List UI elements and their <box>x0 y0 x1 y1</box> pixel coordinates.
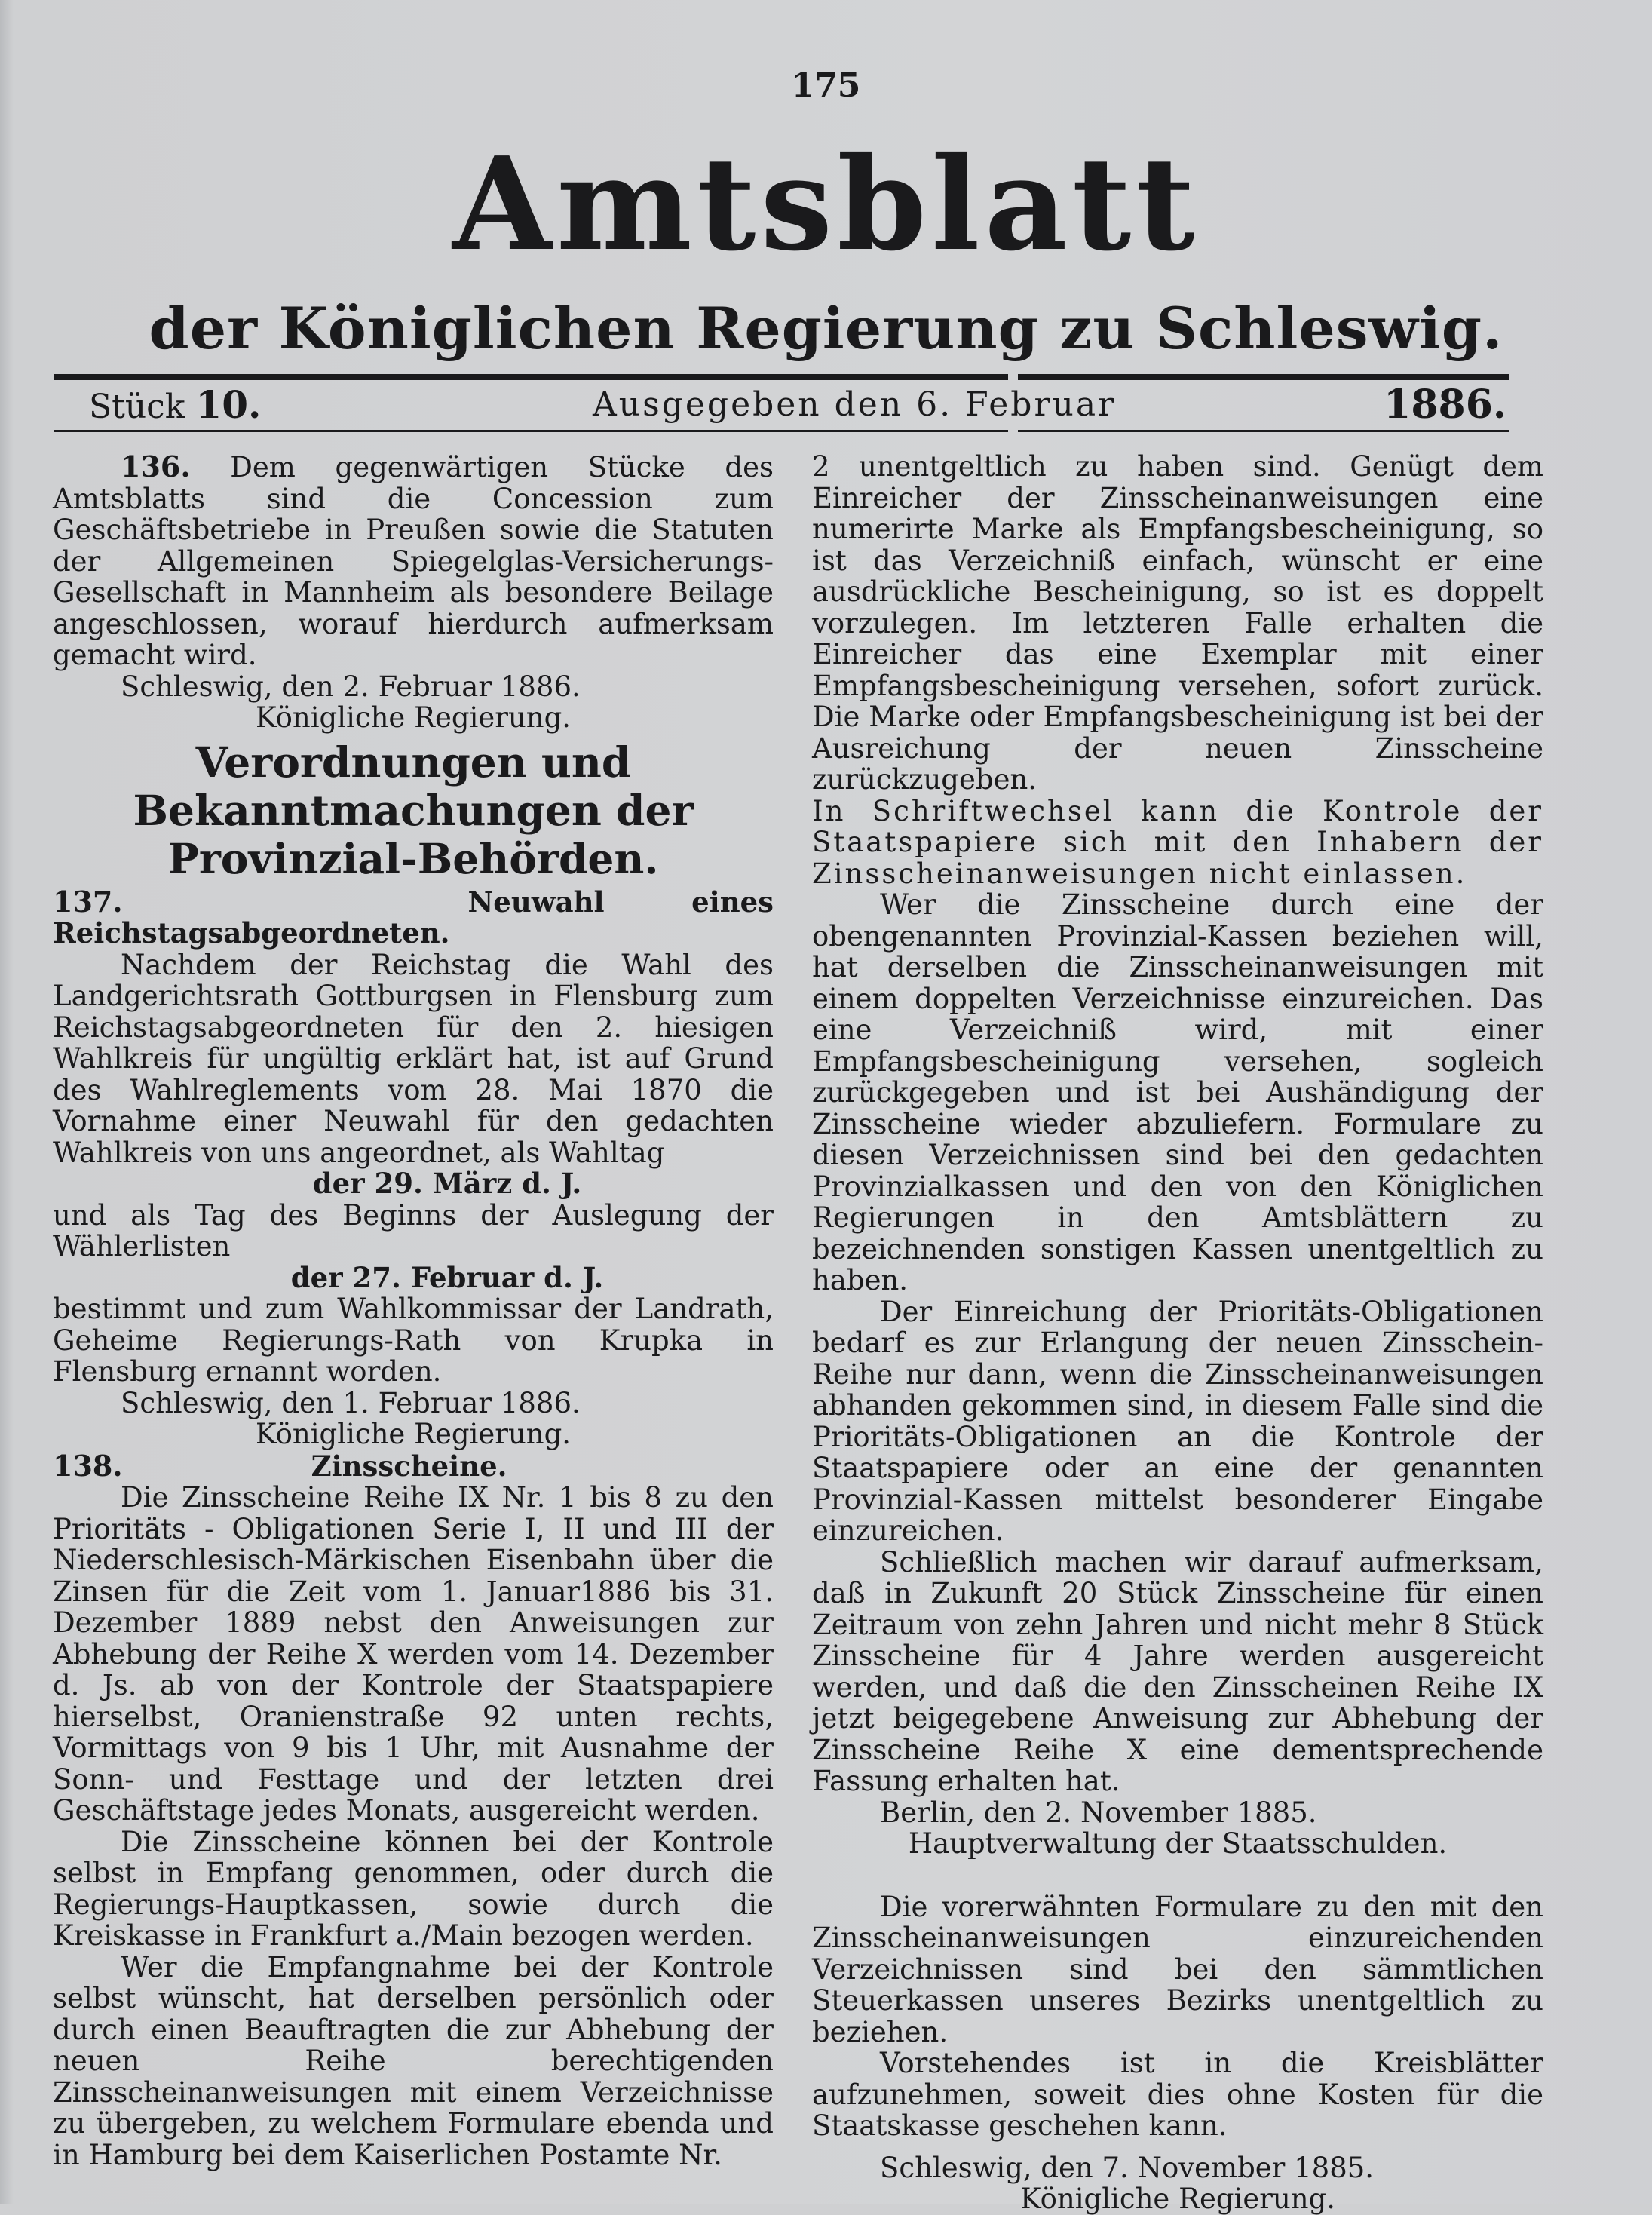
notice-138-paragraph-7: Schließlich machen wir darauf aufmerksam, daß in Zukunft 20 Stück Zinsscheine für einen Zeitraum von zehn Jahren und nicht mehr 8 Stück Zinsscheine für 4 Jahre werden ausgereicht werden, und daß die den Zinsscheinen Reihe IX jetzt beigegebene Anweisung zur Abhebung der Zinsscheine Reihe X eine dementsprechende Fassung erhalten hat. <box>812 1545 1543 1797</box>
paragraph-gap <box>812 1860 1543 1891</box>
notice-137-text-1: Nachdem der Reichstag die Wahl des Landgerichtsrath Gottburgsen in Flensburg zum Reichstagsabgeordneten für den 2. hiesigen Wahlkreis für ungültig erklärt hat, ist auf Grund des Wahlreglements vom 28. Mai 1870 die Vornahme einer Neuwahl für den gedachten Wahlkreis von uns angeordnet, als Wahltag <box>53 948 774 1169</box>
notice-138-berlin-place-date: Berlin, den 2. November 1885. <box>880 1796 1317 1829</box>
notice-137-signature: Königliche Regierung. <box>255 1418 572 1450</box>
notice-137-heading <box>53 886 774 950</box>
notice-138-paragraph-5: Wer die Zinsscheine durch eine der obengenannten Provinzial-Kassen beziehen will, hat derselben die Zinsscheinanweisungen mit einem doppelten Verzeichnisse einzureichen. Das eine Verzeichniß wird, mit einer Empfangsbescheinigung versehen, sogleich zurückgegeben und ist bei Aushändigung der Zinsscheine wieder abzuliefern. Formulare zu diesen Verzeichnissen sind bei den gedachten Provinzialkassen und den von den Königlichen Regierungen in den Amtsblättern zu bezeichnenden sonstigen Kassen unentgeltlich zu haben. <box>812 888 1543 1296</box>
notice-138-paragraph-8: Die vorerwähnten Formulare zu den mit den Zinsscheinanweisungen einzureichenden Verzeichnissen sind bei den sämmtlichen Steuerkassen unseres Bezirks unentgeltlich zu beziehen. <box>812 1890 1543 2048</box>
masthead-subtitle: der Königlichen Regierung zu Schleswig. <box>149 295 1503 362</box>
notice-136-text: Dem gegenwärtigen Stücke des Amtsblatts sind die Concession zum Geschäftsbetriebe in Preußen sowie die Statuten der Allgemeinen Spiegelglas-Versicherungs-Gesellschaft in Mannheim als besondere Beilage angeschlossen, worauf hierdurch aufmerksam gemacht wird. <box>53 451 774 671</box>
issue-year: 1886. <box>1384 382 1506 428</box>
notice-136-number: 136. <box>121 449 191 483</box>
notice-136 <box>53 451 774 671</box>
notice-138-paragraph-3: Wer die Empfangnahme bei der Kontrole selbst wünscht, hat derselben persönlich oder durch einen Beauftragten die zur Abhebung der neuen Reihe berechtigenden Zinsscheinanweisungen mit einem Verzeichnisse zu übergeben, zu welchem Formulare ebenda und in Hamburg bei dem Kaiserlichen Postamte Nr. <box>53 1950 774 2171</box>
notice-138-title: Zinsscheine. <box>311 1449 507 1483</box>
notice-137-list-date: der 27. Februar d. J. <box>290 1260 604 1294</box>
notice-138-paragraph-1: Die Zinsscheine Reihe IX Nr. 1 bis 8 zu den Prioritäts - Obligationen Serie I, II und III der Niederschlesisch-Märkischen Eisenbahn über die Zinsen für die Zeit vom 1. Januar1886 bis 31. Dezember 1889 nebst den Anweisungen zur Abhebung der Reihe X werden vom 14. Dezember d. Js. ab von der Kontrole der Staatspapiere hierselbst, Oranienstraße 92 unten rechts, Vormittags von 9 bis 1 Uhr, mit Ausnahme der Sonn- und Festtage und der letzten drei Geschäftstage jedes Monats, ausgereicht werden. <box>53 1481 774 1827</box>
masthead-title: Amtsblatt <box>452 129 1200 280</box>
section-heading: Verordnungen und Bekanntmachungen der Provinzial-Behörden. <box>133 737 694 883</box>
notice-136-signature: Königliche Regierung. <box>255 701 572 734</box>
notice-138-schleswig-place-date: Schleswig, den 7. November 1885. <box>880 2151 1375 2184</box>
header-rule-bottom-left <box>54 430 1008 432</box>
notice-138-number: 138. <box>53 1448 123 1483</box>
issue-label: Stück <box>89 388 185 426</box>
header-rule-top-right <box>1018 374 1509 380</box>
notice-137-text-2: und als Tag des Beginns der Auslegung der Wählerlisten <box>53 1198 774 1262</box>
page-number: 175 <box>791 66 861 105</box>
right-column <box>812 451 1543 2215</box>
notice-138-paragraph-6: Der Einreichung der Prioritäts-Obligationen bedarf es zur Erlangung der neuen Zinsschein-Reihe nur dann, wenn die Zinsscheinanweisungen abhanden gekommen sind, in diesem Falle sind die Prioritäts-Obligationen an die Kontrole der Staatspapiere oder an eine der genannten Provinzial-Kassen mittelst besonderer Eingabe einzureichen. <box>812 1295 1543 1547</box>
notice-136-place-date: Schleswig, den 2. Februar 1886. <box>121 670 581 703</box>
notice-138-berlin-signature: Hauptverwaltung der Staatsschulden. <box>908 1827 1448 1860</box>
header-rule-top-left <box>54 374 1008 380</box>
notice-137-election-date: der 29. März d. J. <box>312 1167 582 1200</box>
notice-137-text-3: bestimmt und zum Wahlkommissar der Landrath, Geheime Regierungs-Rath von Krupka in Flensburg ernannt worden. <box>53 1293 774 1388</box>
notice-138-paragraph-2: Die Zinsscheine können bei der Kontrole selbst in Empfang genommen, oder durch die Regierungs-Hauptkassen, sowie durch die Kreiskasse in Frankfurt a./Main bezogen werden. <box>53 1825 774 1952</box>
notice-138-heading <box>53 1450 774 1483</box>
notice-138-paragraph-9: Vorstehendes ist in die Kreisblätter aufzunehmen, soweit dies ohne Kosten für die Staatskasse geschehen kann. <box>812 2047 1543 2142</box>
left-column <box>53 451 774 2171</box>
notice-137-number: 137. <box>53 884 123 919</box>
issue-number: 10. <box>195 382 262 427</box>
header-rule-bottom-right <box>1018 430 1509 432</box>
issue-number-block <box>89 383 261 429</box>
issue-line <box>89 383 1506 427</box>
notice-138-spaced-notice: In Schriftwechsel kann die Kontrole der Staatspapiere sich mit den Inhabern der Zinsscheinanweisungen nicht einlassen. <box>812 794 1543 890</box>
notice-137-place-date: Schleswig, den 1. Februar 1886. <box>121 1386 581 1419</box>
notice-138-paragraph-4: 2 unentgeltlich zu haben sind. Genügt dem Einreicher der Zinsscheinanweisungen eine numerirte Marke als Empfangsbescheinigung, so ist das Verzeichniß einfach, wünscht er eine ausdrückliche Bescheinigung, so ist es doppelt vorzulegen. Im letzteren Falle erhalten die Einreicher das eine Exemplar mit einer Empfangsbescheinigung versehen, sofort zurück. Die Marke oder Empfangsbescheinigung ist bei der Ausreichung der neuen Zinsscheine zurückzugeben. <box>812 450 1543 796</box>
issue-date: Ausgegeben den 6. Februar <box>593 385 1117 424</box>
notice-137-title: Neuwahl eines Reichstagsabgeordneten. <box>53 885 774 950</box>
notice-138-schleswig-signature: Königliche Regierung. <box>1019 2183 1336 2215</box>
